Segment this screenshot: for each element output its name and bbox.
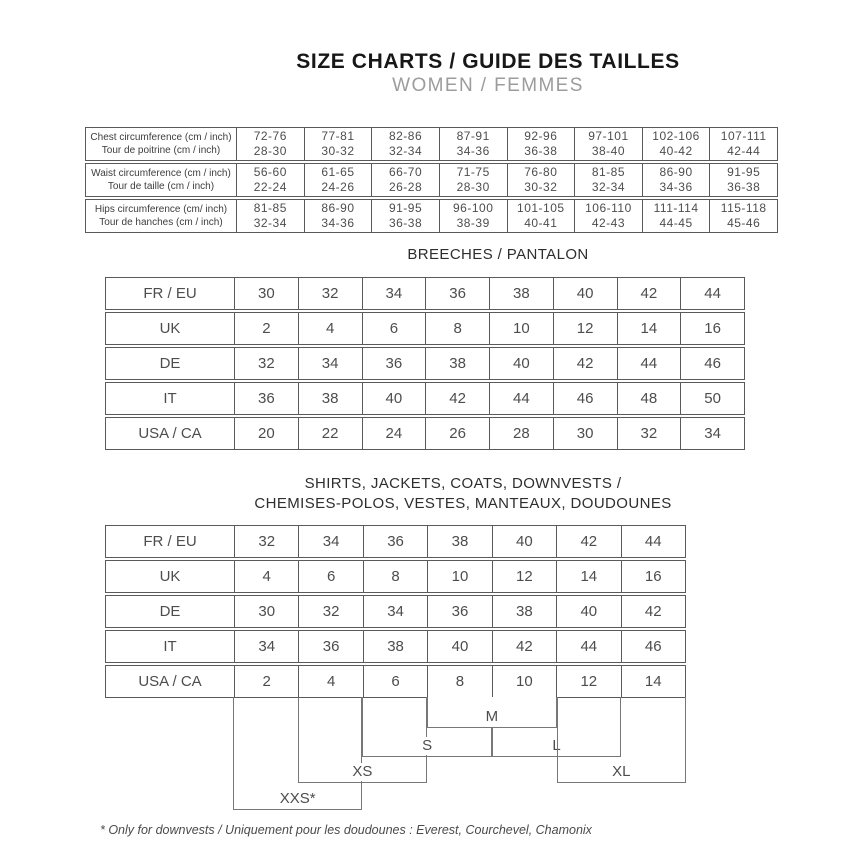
row-label bbox=[86, 128, 236, 160]
measurement-cell bbox=[642, 128, 710, 160]
size-cell: 34 bbox=[234, 631, 298, 662]
row-label: DE bbox=[159, 355, 181, 372]
row-label-fr: Tour de hanches (cm / inch) bbox=[99, 217, 223, 228]
size-cell: 40 bbox=[489, 348, 553, 379]
measurement-cell bbox=[439, 164, 507, 196]
size-cell: 32 bbox=[234, 526, 298, 557]
row-label-en: Hips circumference (cm/ inch) bbox=[94, 204, 228, 215]
measurement-cell bbox=[304, 128, 372, 160]
size-cell: 10 bbox=[492, 666, 556, 697]
size-cell: 34 bbox=[362, 278, 426, 309]
cm-range: 96-100 bbox=[453, 201, 494, 215]
cm-range: 61-65 bbox=[321, 165, 355, 179]
row-label bbox=[86, 200, 236, 232]
size-cell: 26 bbox=[425, 418, 489, 449]
size-cell: 16 bbox=[621, 561, 685, 592]
inch-range: 36-38 bbox=[727, 180, 761, 194]
cm-range: 56-60 bbox=[253, 165, 287, 179]
measurement-cell bbox=[371, 200, 439, 232]
size-cell: 8 bbox=[363, 561, 427, 592]
size-cell: 40 bbox=[362, 383, 426, 414]
size-cell: 36 bbox=[427, 596, 491, 627]
measurement-cell bbox=[439, 200, 507, 232]
measurement-cell bbox=[574, 128, 642, 160]
inch-range: 28-30 bbox=[253, 144, 287, 158]
cm-range: 97-101 bbox=[588, 129, 629, 143]
size-cell: 44 bbox=[617, 348, 681, 379]
size-cell: 12 bbox=[492, 561, 556, 592]
inch-range: 34-36 bbox=[321, 216, 355, 230]
size-cell: 42 bbox=[621, 596, 685, 627]
size-cell: 34 bbox=[298, 526, 362, 557]
size-cell: 14 bbox=[621, 666, 685, 697]
measurement-cell bbox=[642, 164, 710, 196]
size-bracket-label: XS bbox=[347, 763, 377, 781]
size-cell: 40 bbox=[427, 631, 491, 662]
size-cell: 44 bbox=[621, 526, 685, 557]
size-cell: 44 bbox=[489, 383, 553, 414]
size-cell: 6 bbox=[298, 561, 362, 592]
size-cell: 42 bbox=[617, 278, 681, 309]
size-cell: 22 bbox=[298, 418, 362, 449]
inch-range: 38-39 bbox=[456, 216, 490, 230]
cm-range: 115-118 bbox=[720, 201, 767, 215]
size-cell: 4 bbox=[234, 561, 298, 592]
cm-range: 77-81 bbox=[321, 129, 355, 143]
inch-range: 24-26 bbox=[321, 180, 355, 194]
size-cell: 20 bbox=[234, 418, 298, 449]
measurement-cell bbox=[507, 128, 575, 160]
table-row bbox=[85, 199, 778, 233]
size-cell: 28 bbox=[489, 418, 553, 449]
measurement-cell bbox=[371, 164, 439, 196]
size-cell: 32 bbox=[234, 348, 298, 379]
size-cell: 38 bbox=[425, 348, 489, 379]
shirts-heading-line1: SHIRTS, JACKETS, COATS, DOWNVESTS / bbox=[304, 475, 622, 492]
size-cell: 30 bbox=[234, 278, 298, 309]
size-cell: 24 bbox=[362, 418, 426, 449]
letter-size-brackets bbox=[105, 697, 686, 817]
inch-range: 38-40 bbox=[591, 144, 626, 158]
inch-range: 32-34 bbox=[591, 180, 626, 194]
size-bracket-label: L bbox=[547, 737, 565, 755]
size-bracket bbox=[557, 697, 686, 783]
size-cell: 50 bbox=[680, 383, 744, 414]
inch-range: 42-43 bbox=[591, 216, 626, 230]
size-cell: 36 bbox=[362, 348, 426, 379]
shirts-heading-line2: CHEMISES-POLOS, VESTES, MANTEAUX, DOUDOUNES bbox=[254, 495, 672, 512]
inch-range: 30-32 bbox=[321, 144, 355, 158]
size-cell: 46 bbox=[553, 383, 617, 414]
measurement-cell bbox=[439, 128, 507, 160]
size-bracket-label: S bbox=[417, 737, 437, 755]
measurement-cell bbox=[709, 164, 777, 196]
inch-range: 44-45 bbox=[659, 216, 693, 230]
row-label-en: Waist circumference (cm / inch) bbox=[91, 168, 231, 179]
size-cell: 40 bbox=[556, 596, 620, 627]
size-cell: 34 bbox=[680, 418, 744, 449]
size-cell: 2 bbox=[234, 313, 298, 344]
row-label: USA / CA bbox=[138, 425, 202, 442]
size-cell: 6 bbox=[362, 313, 426, 344]
row-label-en: Chest circumference (cm / inch) bbox=[90, 132, 232, 143]
size-cell: 10 bbox=[427, 561, 491, 592]
table-row bbox=[85, 127, 778, 161]
table-row bbox=[105, 347, 745, 380]
size-cell: 38 bbox=[489, 278, 553, 309]
cm-range: 72-76 bbox=[253, 129, 287, 143]
breeches-section-heading: BREECHES / PANTALON bbox=[407, 246, 589, 263]
size-cell: 42 bbox=[492, 631, 556, 662]
row-label: IT bbox=[163, 390, 177, 407]
cm-range: 86-90 bbox=[659, 165, 693, 179]
cm-range: 86-90 bbox=[321, 201, 355, 215]
size-bracket-label: XL bbox=[607, 763, 635, 781]
measurement-cell bbox=[236, 164, 304, 196]
size-cell: 30 bbox=[234, 596, 298, 627]
size-cell: 32 bbox=[298, 278, 362, 309]
cm-range: 92-96 bbox=[524, 129, 558, 143]
inch-range: 36-38 bbox=[388, 216, 423, 230]
row-label: FR / EU bbox=[143, 285, 197, 302]
size-cell: 44 bbox=[556, 631, 620, 662]
size-cell: 12 bbox=[556, 666, 620, 697]
cm-range: 81-85 bbox=[253, 201, 287, 215]
table-row bbox=[105, 312, 745, 345]
size-cell: 8 bbox=[425, 313, 489, 344]
size-cell: 30 bbox=[553, 418, 617, 449]
size-cell: 42 bbox=[425, 383, 489, 414]
inch-range: 22-24 bbox=[253, 180, 287, 194]
table-row bbox=[105, 382, 745, 415]
table-row bbox=[105, 665, 686, 698]
size-bracket-label: XXS* bbox=[275, 790, 321, 808]
size-cell: 16 bbox=[680, 313, 744, 344]
row-label: IT bbox=[163, 638, 177, 655]
inch-range: 45-46 bbox=[727, 216, 761, 230]
row-label: USA / CA bbox=[138, 673, 202, 690]
size-cell: 34 bbox=[298, 348, 362, 379]
row-label: UK bbox=[159, 568, 181, 585]
size-cell: 40 bbox=[553, 278, 617, 309]
measurement-cell bbox=[574, 164, 642, 196]
row-label-fr: Tour de poitrine (cm / inch) bbox=[101, 145, 221, 156]
measurement-cell bbox=[236, 128, 304, 160]
cm-range: 91-95 bbox=[388, 201, 423, 215]
page-title: SIZE CHARTS / GUIDE DES TAILLES bbox=[296, 50, 680, 73]
cm-range: 102-106 bbox=[652, 129, 700, 143]
table-row bbox=[85, 163, 778, 197]
measurement-cell bbox=[304, 200, 372, 232]
body-measurements-table bbox=[85, 127, 778, 235]
measurement-cell bbox=[642, 200, 710, 232]
size-cell: 6 bbox=[363, 666, 427, 697]
cm-range: 66-70 bbox=[388, 165, 423, 179]
size-cell: 4 bbox=[298, 313, 362, 344]
inch-range: 40-42 bbox=[659, 144, 693, 158]
page-subtitle: WOMEN / FEMMES bbox=[392, 75, 584, 96]
inch-range: 26-28 bbox=[388, 180, 423, 194]
size-cell: 38 bbox=[492, 596, 556, 627]
size-cell: 2 bbox=[234, 666, 298, 697]
size-cell: 38 bbox=[363, 631, 427, 662]
size-cell: 4 bbox=[298, 666, 362, 697]
size-cell: 14 bbox=[556, 561, 620, 592]
size-cell: 36 bbox=[363, 526, 427, 557]
inch-range: 32-34 bbox=[253, 216, 287, 230]
inch-range: 30-32 bbox=[524, 180, 558, 194]
inch-range: 28-30 bbox=[456, 180, 490, 194]
size-bracket-label: M bbox=[481, 708, 504, 726]
table-row bbox=[105, 277, 745, 310]
size-cell: 46 bbox=[621, 631, 685, 662]
table-row bbox=[105, 417, 745, 450]
size-bracket bbox=[427, 697, 556, 728]
row-label: UK bbox=[159, 320, 181, 337]
measurement-cell bbox=[304, 164, 372, 196]
cm-range: 76-80 bbox=[524, 165, 558, 179]
size-cell: 8 bbox=[427, 666, 491, 697]
row-label bbox=[86, 164, 236, 196]
table-row bbox=[105, 630, 686, 663]
row-label: FR / EU bbox=[143, 533, 197, 550]
row-label: DE bbox=[159, 603, 181, 620]
inch-range: 42-44 bbox=[727, 144, 761, 158]
size-cell: 38 bbox=[427, 526, 491, 557]
table-row bbox=[105, 525, 686, 558]
measurement-cell bbox=[236, 200, 304, 232]
measurement-cell bbox=[709, 128, 777, 160]
size-cell: 36 bbox=[298, 631, 362, 662]
size-cell: 40 bbox=[492, 526, 556, 557]
cm-range: 106-110 bbox=[585, 201, 632, 215]
size-cell: 32 bbox=[298, 596, 362, 627]
size-cell: 42 bbox=[556, 526, 620, 557]
measurement-cell bbox=[709, 200, 777, 232]
table-row bbox=[105, 595, 686, 628]
cm-range: 111-114 bbox=[653, 201, 699, 215]
size-cell: 12 bbox=[553, 313, 617, 344]
size-cell: 10 bbox=[489, 313, 553, 344]
cm-range: 81-85 bbox=[591, 165, 626, 179]
inch-range: 40-41 bbox=[524, 216, 558, 230]
measurement-cell bbox=[507, 164, 575, 196]
shirts-size-table bbox=[105, 525, 686, 700]
row-label-fr: Tour de taille (cm / inch) bbox=[107, 181, 215, 192]
cm-range: 107-111 bbox=[720, 129, 767, 143]
footnote: * Only for downvests / Uniquement pour les doudounes : Everest, Courchevel, Chamonix bbox=[100, 823, 592, 837]
size-cell: 36 bbox=[425, 278, 489, 309]
measurement-cell bbox=[371, 128, 439, 160]
inch-range: 32-34 bbox=[388, 144, 423, 158]
cm-range: 101-105 bbox=[517, 201, 565, 215]
inch-range: 34-36 bbox=[659, 180, 693, 194]
table-row bbox=[105, 560, 686, 593]
size-cell: 46 bbox=[680, 348, 744, 379]
cm-range: 71-75 bbox=[456, 165, 490, 179]
inch-range: 36-38 bbox=[524, 144, 558, 158]
size-cell: 42 bbox=[553, 348, 617, 379]
cm-range: 82-86 bbox=[388, 129, 423, 143]
size-cell: 38 bbox=[298, 383, 362, 414]
cm-range: 91-95 bbox=[727, 165, 761, 179]
inch-range: 34-36 bbox=[456, 144, 490, 158]
size-cell: 44 bbox=[680, 278, 744, 309]
size-cell: 14 bbox=[617, 313, 681, 344]
shirts-section-heading bbox=[254, 474, 671, 514]
breeches-size-table bbox=[105, 277, 745, 452]
size-cell: 34 bbox=[363, 596, 427, 627]
cm-range: 87-91 bbox=[456, 129, 490, 143]
size-cell: 48 bbox=[617, 383, 681, 414]
size-cell: 32 bbox=[617, 418, 681, 449]
measurement-cell bbox=[507, 200, 575, 232]
measurement-cell bbox=[574, 200, 642, 232]
size-cell: 36 bbox=[234, 383, 298, 414]
